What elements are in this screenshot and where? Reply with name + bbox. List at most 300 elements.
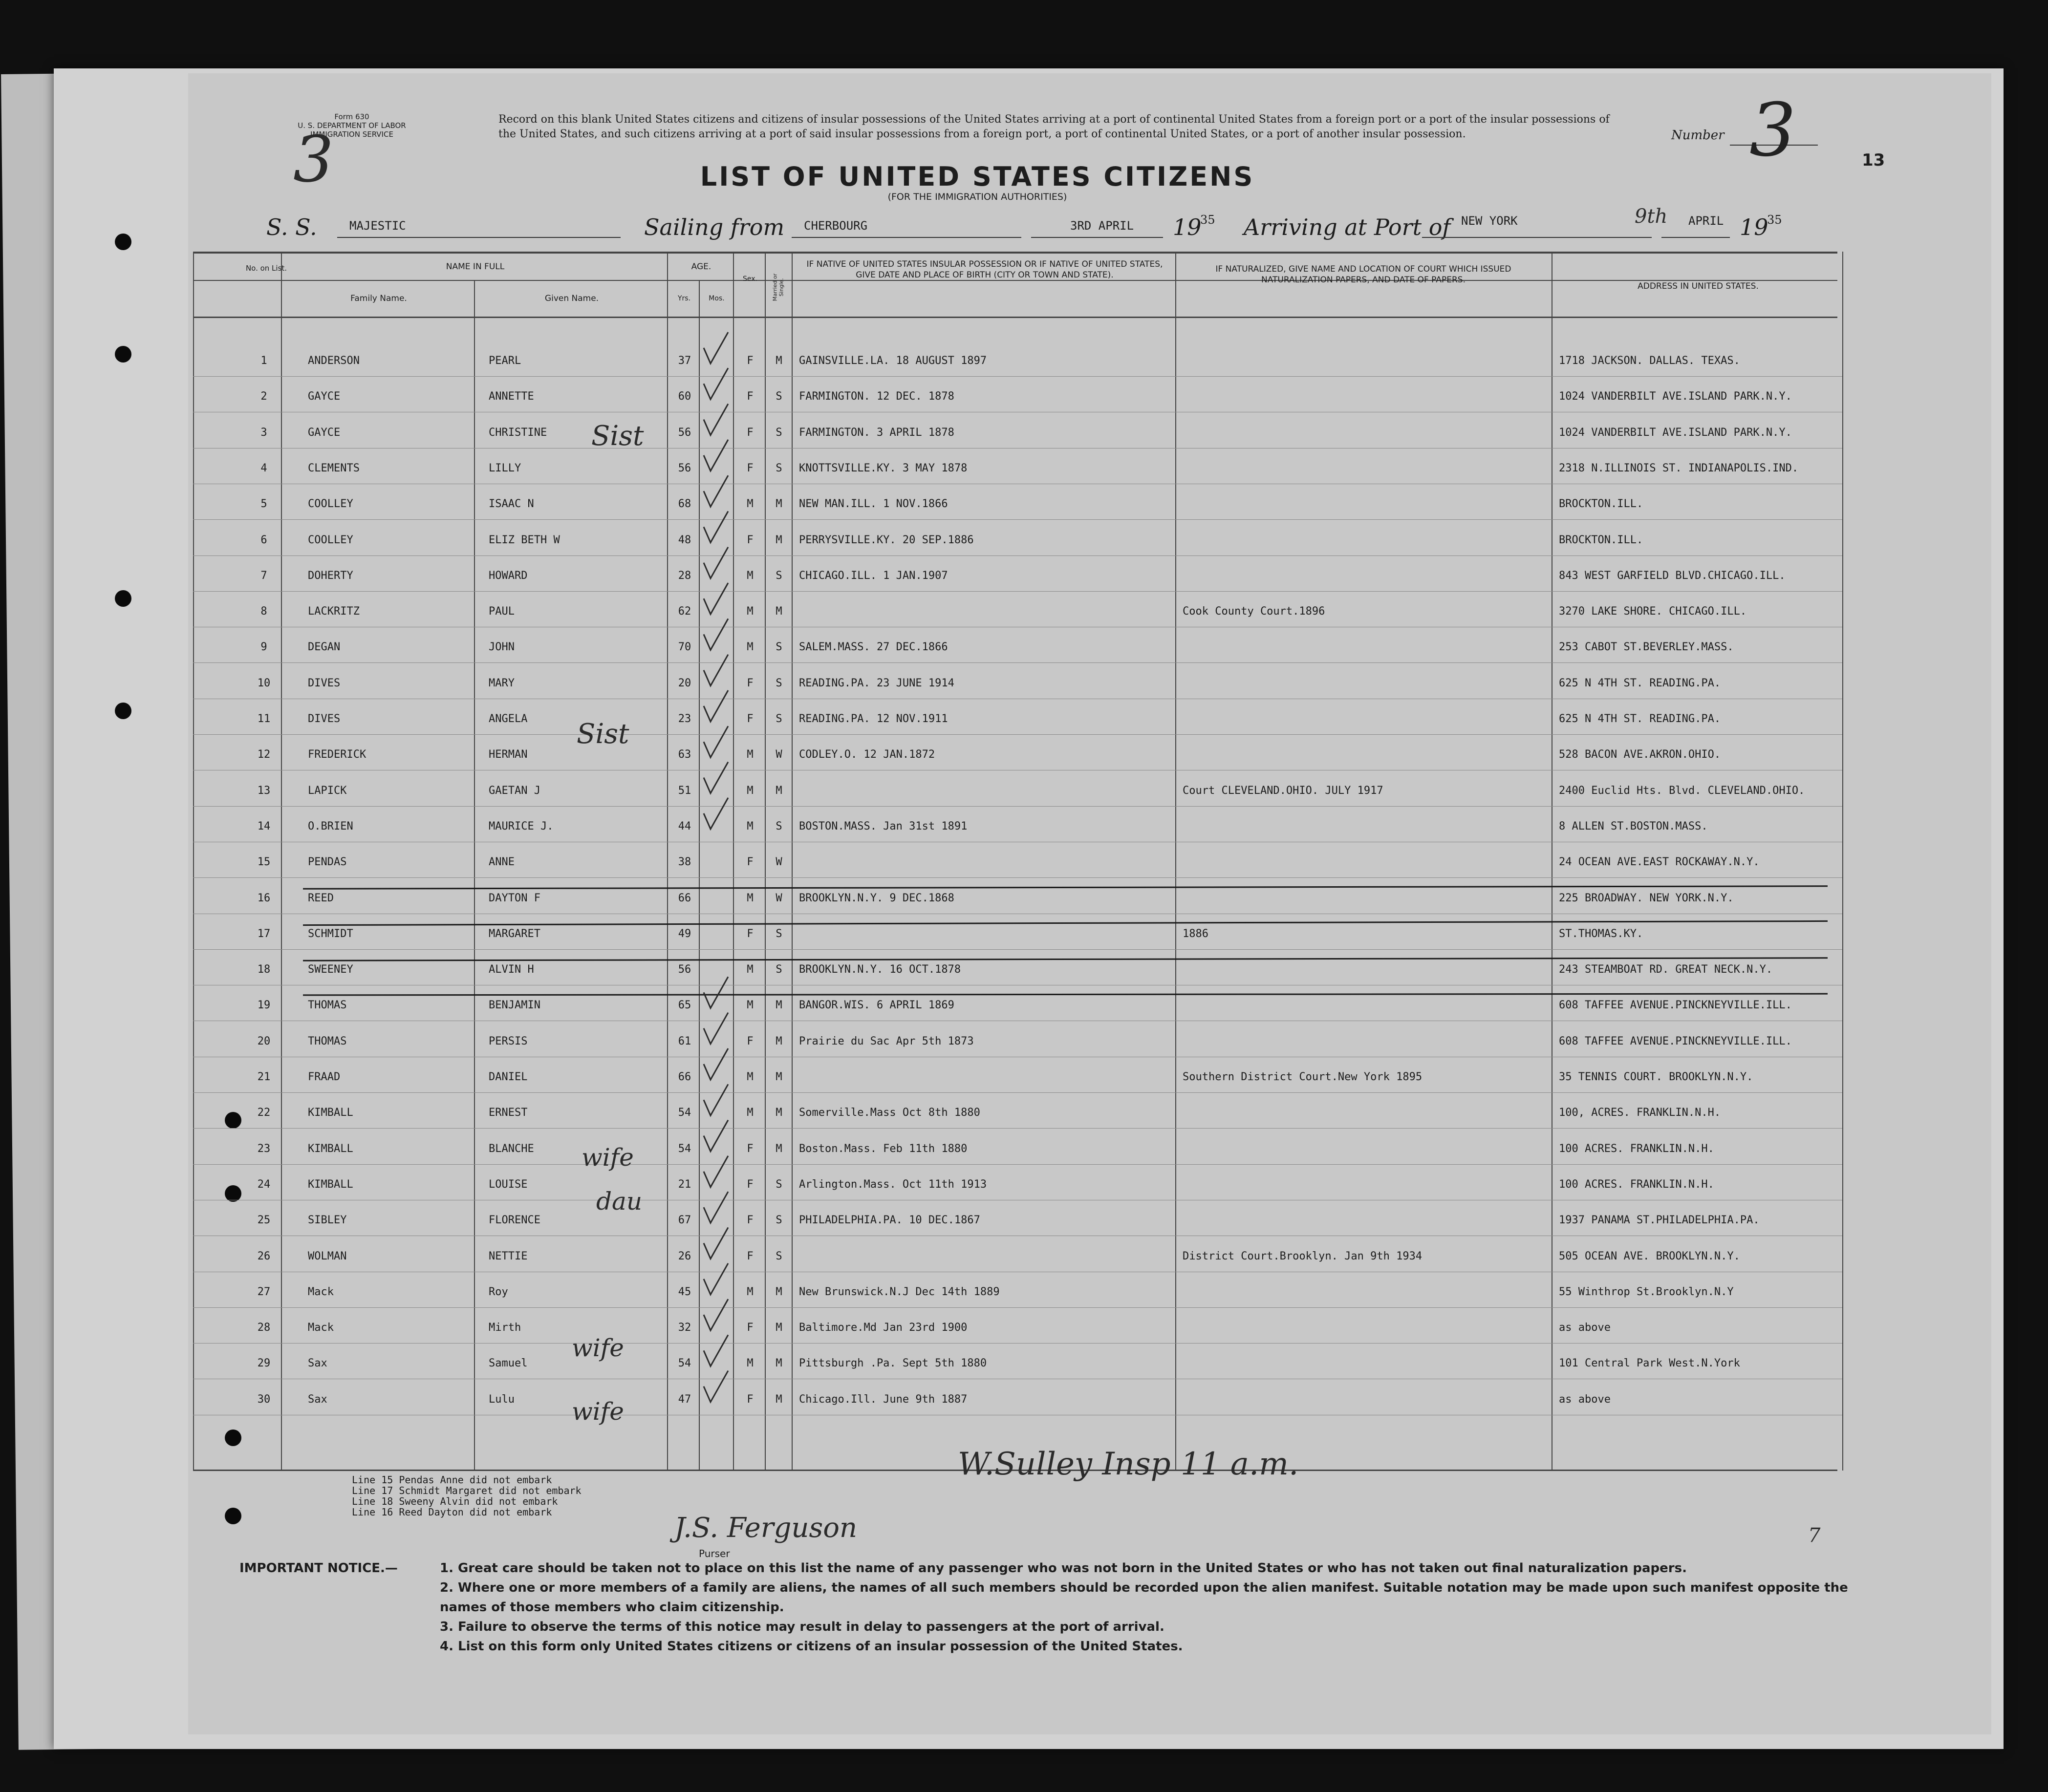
cell-age: 48 <box>678 533 691 546</box>
cell-ms: S <box>776 963 782 976</box>
cell-addr: 1718 JACKSON. DALLAS. TEXAS. <box>1559 355 1740 367</box>
binder-hole <box>115 234 131 250</box>
cell-family: SIBLEY <box>308 1214 347 1227</box>
cell-given: PEARL <box>489 355 521 367</box>
annotation-wife: wife <box>572 1397 624 1426</box>
cell-ms: S <box>776 927 782 940</box>
cell-birth: GAINSVILLE.LA. 18 AUGUST 1897 <box>799 355 987 367</box>
cell-ms: S <box>776 677 782 689</box>
cell-birth: FARMINGTON. 3 APRIL 1878 <box>799 426 954 439</box>
cell-birth: NEW MAN.ILL. 1 NOV.1866 <box>799 498 948 511</box>
cell-no: 19 <box>257 999 271 1012</box>
check-mark <box>704 1192 728 1223</box>
cell-ms: S <box>776 820 782 832</box>
cell-sex: F <box>747 1393 754 1406</box>
cell-birth: SALEM.MASS. 27 DEC.1866 <box>799 641 948 654</box>
check-mark <box>704 583 728 614</box>
header-married: Married or Single. <box>772 273 785 301</box>
port-from: CHERBOURG <box>804 219 868 233</box>
check-mark <box>704 547 728 578</box>
cell-sex: M <box>747 1071 754 1083</box>
cell-birth: BROOKLYN.N.Y. 9 DEC.1868 <box>799 892 954 904</box>
header-sex: Sex. <box>743 275 757 283</box>
cell-no: 30 <box>257 1393 271 1406</box>
arrival-day: 9th <box>1635 205 1668 228</box>
cell-age: 62 <box>678 605 691 618</box>
cell-sex: F <box>747 355 754 367</box>
cell-age: 54 <box>678 1142 691 1155</box>
cell-addr: 1024 VANDERBILT AVE.ISLAND PARK.N.Y. <box>1559 390 1792 403</box>
cell-addr: 100 ACRES. FRANKLIN.N.H. <box>1559 1142 1714 1155</box>
cell-age: 44 <box>678 820 691 832</box>
check-mark <box>704 655 728 686</box>
header-mos: Mos. <box>709 295 725 302</box>
form-id-block <box>249 112 454 139</box>
cell-ms: S <box>776 569 782 582</box>
department: U. S. DEPARTMENT OF LABOR <box>298 121 406 130</box>
row-rule <box>193 1307 1842 1308</box>
cell-birth: CHICAGO.ILL. 1 JAN.1907 <box>799 569 948 582</box>
cell-given: MARGARET <box>489 927 540 940</box>
cell-age: 66 <box>678 892 691 904</box>
cell-birth: Prairie du Sac Apr 5th 1873 <box>799 1035 974 1047</box>
cell-age: 54 <box>678 1357 691 1370</box>
cell-given: ERNEST <box>489 1107 528 1119</box>
cell-sex: F <box>747 1178 754 1191</box>
cell-age: 54 <box>678 1107 691 1119</box>
cell-age: 23 <box>678 713 691 725</box>
cell-given: ANNE <box>489 856 515 869</box>
cell-age: 61 <box>678 1035 691 1047</box>
cell-given: PERSIS <box>489 1035 528 1047</box>
cell-family: DEGAN <box>308 641 341 654</box>
cell-ms: M <box>776 1285 782 1298</box>
cell-family: LACKRITZ <box>308 605 360 618</box>
header-age: AGE. <box>691 262 711 272</box>
cell-no: 23 <box>257 1142 271 1155</box>
cell-sex: M <box>747 892 754 904</box>
cell-ms: M <box>776 1142 782 1155</box>
cell-no: 2 <box>260 390 267 403</box>
cell-ms: M <box>776 1035 782 1047</box>
cell-addr: 608 TAFFEE AVENUE.PINCKNEYVILLE.ILL. <box>1559 1035 1792 1047</box>
cell-family: SWEENEY <box>308 963 353 976</box>
cell-family: DOHERTY <box>308 569 353 582</box>
check-mark <box>704 1228 728 1259</box>
check-mark <box>704 332 728 363</box>
cell-given: PAUL <box>489 605 515 618</box>
year-prefix: 19 <box>1173 214 1202 240</box>
cell-addr: 100, ACRES. FRANKLIN.N.H. <box>1559 1107 1721 1119</box>
cell-family: FRAAD <box>308 1071 341 1083</box>
ss-label: S. S. <box>266 214 317 240</box>
cell-birth: CODLEY.O. 12 JAN.1872 <box>799 748 935 761</box>
row-rule <box>193 519 1842 520</box>
cell-no: 24 <box>257 1178 271 1191</box>
binder-hole <box>115 703 131 719</box>
cell-nat: Southern District Court.New York 1895 <box>1183 1071 1423 1083</box>
cell-sex: F <box>747 856 754 869</box>
cell-ms: M <box>776 1071 782 1083</box>
cell-birth: PHILADELPHIA.PA. 10 DEC.1867 <box>799 1214 980 1227</box>
cell-given: ANNETTE <box>489 390 534 403</box>
check-mark <box>704 798 728 829</box>
cell-no: 29 <box>257 1357 271 1370</box>
row-rule <box>193 376 1842 377</box>
check-mark <box>704 1371 728 1402</box>
cell-family: O.BRIEN <box>308 820 353 832</box>
binder-hole <box>225 1429 241 1446</box>
header-yrs: Yrs. <box>677 295 691 302</box>
service: IMMIGRATION SERVICE <box>310 130 393 139</box>
cell-given: MARY <box>489 677 515 689</box>
check-mark <box>704 368 728 399</box>
page-subtitle: (FOR THE IMMIGRATION AUTHORITIES) <box>887 192 1067 202</box>
cell-no: 14 <box>257 820 271 832</box>
cell-family: FREDERICK <box>308 748 366 761</box>
header-naturalized: IF NATURALIZED, GIVE NAME AND LOCATION OF COURT WHICH ISSUED NATURALIZATION PAPERS, AND DATE OF PAPERS. <box>1215 264 1511 285</box>
cell-sex: F <box>747 927 754 940</box>
cell-given: BENJAMIN <box>489 999 540 1012</box>
cell-sex: F <box>747 426 754 439</box>
cell-ms: M <box>776 533 782 546</box>
cell-age: 67 <box>678 1214 691 1227</box>
col-rule <box>667 252 668 1471</box>
cell-family: DIVES <box>308 677 341 689</box>
cell-sex: M <box>747 820 754 832</box>
cell-ms: M <box>776 1393 782 1406</box>
cell-given: ELIZ BETH W <box>489 533 560 546</box>
cell-birth: BANGOR.WIS. 6 APRIL 1869 <box>799 999 954 1012</box>
cell-age: 56 <box>678 462 691 474</box>
cell-addr: 2318 N.ILLINOIS ST. INDIANAPOLIS.IND. <box>1559 462 1799 474</box>
row-rule <box>193 734 1842 735</box>
notice-item: 1. Great care should be taken not to place on this list the name of any passenger who was not born in the United States or who has not taken out final naturalization papers. <box>440 1561 1687 1576</box>
annotation-dau: dau <box>596 1187 643 1216</box>
cell-ms: W <box>776 892 782 904</box>
cell-ms: S <box>776 462 782 474</box>
cell-sex: F <box>747 533 754 546</box>
cell-age: 56 <box>678 426 691 439</box>
embark-notes <box>352 1474 582 1517</box>
cell-age: 21 <box>678 1178 691 1191</box>
year-from: 35 <box>1200 213 1215 227</box>
date-from: 3RD APRIL <box>1070 219 1134 233</box>
number-label: Number <box>1671 128 1725 143</box>
cell-addr: BROCKTON.ILL. <box>1559 498 1643 511</box>
row-rule <box>193 877 1842 878</box>
cell-family: KIMBALL <box>308 1142 353 1155</box>
binder-hole <box>225 1112 241 1129</box>
cell-no: 20 <box>257 1035 271 1047</box>
cell-no: 17 <box>257 927 271 940</box>
purser-signature: J.S. Ferguson <box>674 1512 858 1544</box>
cell-no: 18 <box>257 963 271 976</box>
number-value: 3 <box>1749 88 1796 173</box>
cell-birth: BOSTON.MASS. Jan 31st 1891 <box>799 820 968 832</box>
header-birth: IF NATIVE OF UNITED STATES INSULAR POSSESSION OR IF NATIVE OF UNITED STATES, GIVE DATE AND PLACE OF BIRTH (CITY OR TOWN AND STATE). <box>806 259 1163 280</box>
cell-no: 4 <box>260 462 267 474</box>
cell-nat: Court CLEVELAND.OHIO. JULY 1917 <box>1183 784 1383 797</box>
cell-addr: 625 N 4TH ST. READING.PA. <box>1559 677 1721 689</box>
cell-age: 47 <box>678 1393 691 1406</box>
cell-ms: S <box>776 713 782 725</box>
cell-sex: M <box>747 748 754 761</box>
cell-addr: 100 ACRES. FRANKLIN.N.H. <box>1559 1178 1714 1191</box>
cell-birth: Baltimore.Md Jan 23rd 1900 <box>799 1322 968 1334</box>
check-mark <box>704 690 728 722</box>
cell-no: 5 <box>260 498 267 511</box>
handwritten-mark: 3 <box>293 122 334 196</box>
cell-sex: F <box>747 1035 754 1047</box>
check-mark <box>704 1156 728 1187</box>
cell-no: 27 <box>257 1285 271 1298</box>
cell-given: DANIEL <box>489 1071 528 1083</box>
cell-sex: F <box>747 1142 754 1155</box>
check-mark <box>704 1299 728 1330</box>
cell-age: 37 <box>678 355 691 367</box>
cell-age: 45 <box>678 1285 691 1298</box>
cell-given: Roy <box>489 1285 508 1298</box>
cell-family: SCHMIDT <box>308 927 353 940</box>
cell-sex: M <box>747 1357 754 1370</box>
header-family-name: Family Name. <box>350 294 407 303</box>
sailing-label: Sailing from <box>644 214 785 240</box>
cell-given: DAYTON F <box>489 892 540 904</box>
row-rule <box>193 1092 1842 1093</box>
cell-birth: BROOKLYN.N.Y. 16 OCT.1878 <box>799 963 961 976</box>
cell-age: 32 <box>678 1322 691 1334</box>
cell-sex: M <box>747 498 754 511</box>
check-mark <box>704 404 728 435</box>
cell-no: 26 <box>257 1250 271 1262</box>
annotation-sist: Sist <box>591 420 644 452</box>
cell-given: Mirth <box>489 1322 521 1334</box>
cell-family: THOMAS <box>308 1035 347 1047</box>
cell-addr: 608 TAFFEE AVENUE.PINCKNEYVILLE.ILL. <box>1559 999 1792 1012</box>
check-mark <box>704 1048 728 1080</box>
page-title: LIST OF UNITED STATES CITIZENS <box>700 161 1255 192</box>
cell-age: 28 <box>678 569 691 582</box>
notice-heading: IMPORTANT NOTICE.— <box>239 1561 398 1576</box>
cell-age: 20 <box>678 677 691 689</box>
cell-given: NETTIE <box>489 1250 528 1262</box>
cell-family: GAYCE <box>308 426 341 439</box>
cell-family: Sax <box>308 1393 327 1406</box>
header-bottom-rule <box>193 317 1837 318</box>
cell-age: 60 <box>678 390 691 403</box>
cell-sex: F <box>747 1322 754 1334</box>
cell-sex: F <box>747 713 754 725</box>
cell-age: 68 <box>678 498 691 511</box>
port-to-field <box>1422 217 1652 238</box>
cell-age: 65 <box>678 999 691 1012</box>
cell-age: 56 <box>678 963 691 976</box>
row-rule <box>193 949 1842 950</box>
cell-given: GAETAN J <box>489 784 540 797</box>
cell-ms: M <box>776 1322 782 1334</box>
cell-age: 49 <box>678 927 691 940</box>
cell-no: 15 <box>257 856 271 869</box>
cell-no: 7 <box>260 569 267 582</box>
cell-no: 1 <box>260 355 267 367</box>
notice-item: 2. Where one or more members of a family are aliens, the names of all such members should be recorded upon the alien manifest. Suitable notation may be made upon such manifest opposite the names of those members who claim citizenship. <box>440 1580 1848 1615</box>
cell-given: ALVIN H <box>489 963 534 976</box>
cell-given: JOHN <box>489 641 515 654</box>
row-rule <box>193 662 1842 663</box>
col-rule <box>1842 252 1843 1471</box>
cell-sex: M <box>747 641 754 654</box>
notice-item: 4. List on this form only United States citizens or citizens of an insular possession of the United States. <box>440 1639 1183 1654</box>
row-rule <box>193 1128 1842 1129</box>
cell-family: REED <box>308 892 334 904</box>
cell-addr: as above <box>1559 1322 1611 1334</box>
cell-given: Lulu <box>489 1393 515 1406</box>
cell-given: LILLY <box>489 462 521 474</box>
cell-birth: PERRYSVILLE.KY. 20 SEP.1886 <box>799 533 974 546</box>
cell-ms: S <box>776 390 782 403</box>
annotation-sist: Sist <box>577 718 629 750</box>
cell-birth: KNOTTSVILLE.KY. 3 MAY 1878 <box>799 462 968 474</box>
cell-addr: BROCKTON.ILL. <box>1559 533 1643 546</box>
row-rule <box>193 1343 1842 1344</box>
col-rule <box>193 252 194 1471</box>
cell-addr: 101 Central Park West.N.York <box>1559 1357 1740 1370</box>
header-name-in-full: NAME IN FULL <box>446 262 505 272</box>
annotation-wife: wife <box>582 1143 634 1172</box>
check-mark <box>704 726 728 757</box>
cell-ms: M <box>776 1357 782 1370</box>
cell-birth: Chicago.Ill. June 9th 1887 <box>799 1393 968 1406</box>
cell-family: KIMBALL <box>308 1178 353 1191</box>
header-no: No. on List. <box>245 264 287 273</box>
row-rule <box>193 591 1842 592</box>
check-mark <box>704 977 728 1008</box>
annotation-wife: wife <box>572 1334 624 1362</box>
inspector-stamp: W.Sulley Insp 11 a.m. <box>958 1446 1299 1482</box>
cell-age: 51 <box>678 784 691 797</box>
cell-birth: READING.PA. 12 NOV.1911 <box>799 713 948 725</box>
cell-given: HERMAN <box>489 748 528 761</box>
cell-sex: M <box>747 999 754 1012</box>
cell-nat: 1886 <box>1183 927 1208 940</box>
table-top-rule <box>193 252 1837 254</box>
cell-family: CLEMENTS <box>308 462 360 474</box>
cell-ms: M <box>776 498 782 511</box>
cell-sex: M <box>747 963 754 976</box>
cell-addr: 1024 VANDERBILT AVE.ISLAND PARK.N.Y. <box>1559 426 1792 439</box>
cell-addr: 24 OCEAN AVE.EAST ROCKAWAY.N.Y. <box>1559 856 1760 869</box>
cell-family: Mack <box>308 1322 334 1334</box>
note-line: Line 17 Schmidt Margaret did not embark <box>352 1485 582 1496</box>
col-rule <box>1175 252 1176 1471</box>
binder-hole <box>225 1508 241 1524</box>
cell-addr: 1937 PANAMA ST.PHILADELPHIA.PA. <box>1559 1214 1760 1227</box>
cell-sex: M <box>747 1285 754 1298</box>
cell-birth: FARMINGTON. 12 DEC. 1878 <box>799 390 954 403</box>
cell-age: 26 <box>678 1250 691 1262</box>
cell-given: ANGELA <box>489 713 528 725</box>
cell-family: Sax <box>308 1357 327 1370</box>
form-number: Form 630 <box>334 112 369 121</box>
cell-given: Samuel <box>489 1357 528 1370</box>
important-notice <box>239 1558 1852 1656</box>
cell-sex: F <box>747 390 754 403</box>
row-rule <box>193 555 1842 556</box>
cell-age: 66 <box>678 1071 691 1083</box>
cell-sex: M <box>747 569 754 582</box>
cell-family: COOLLEY <box>308 533 353 546</box>
binder-hole <box>115 590 131 607</box>
cell-given: FLORENCE <box>489 1214 540 1227</box>
cell-addr: 3270 LAKE SHORE. CHICAGO.ILL. <box>1559 605 1747 618</box>
cell-ms: S <box>776 426 782 439</box>
cell-addr: 528 BACON AVE.AKRON.OHIO. <box>1559 748 1721 761</box>
port-to: NEW YORK <box>1461 214 1518 228</box>
cell-family: KIMBALL <box>308 1107 353 1119</box>
cell-addr: 505 OCEAN AVE. BROOKLYN.N.Y. <box>1559 1250 1740 1262</box>
cell-sex: M <box>747 605 754 618</box>
year-prefix-arrival: 19 <box>1740 214 1768 240</box>
month-to: APRIL <box>1688 214 1724 228</box>
cell-nat: District Court.Brooklyn. Jan 9th 1934 <box>1183 1250 1423 1262</box>
col-rule <box>792 252 793 1471</box>
cell-ms: M <box>776 1107 782 1119</box>
cell-ms: S <box>776 1178 782 1191</box>
check-mark <box>704 1335 728 1366</box>
cell-ms: M <box>776 784 782 797</box>
cell-family: GAYCE <box>308 390 341 403</box>
cell-no: 9 <box>260 641 267 654</box>
check-mark <box>704 475 728 507</box>
cell-birth: Boston.Mass. Feb 11th 1880 <box>799 1142 968 1155</box>
cell-addr: 8 ALLEN ST.BOSTON.MASS. <box>1559 820 1708 832</box>
row-rule <box>193 1164 1842 1165</box>
cell-ms: M <box>776 605 782 618</box>
note-line: Line 18 Sweeny Alvin did not embark <box>352 1495 558 1507</box>
cell-given: MAURICE J. <box>489 820 554 832</box>
cell-age: 70 <box>678 641 691 654</box>
cell-age: 38 <box>678 856 691 869</box>
check-mark <box>704 619 728 650</box>
check-mark <box>704 512 728 543</box>
cell-no: 13 <box>257 784 271 797</box>
note-line: Line 16 Reed Dayton did not embark <box>352 1506 552 1518</box>
arriving-label: Arriving at Port of <box>1244 214 1451 240</box>
cell-given: HOWARD <box>489 569 528 582</box>
cell-given: ISAAC N <box>489 498 534 511</box>
cell-family: COOLLEY <box>308 498 353 511</box>
cell-birth: New Brunswick.N.J Dec 14th 1889 <box>799 1285 1000 1298</box>
cell-family: PENDAS <box>308 856 347 869</box>
cell-family: THOMAS <box>308 999 347 1012</box>
cell-sex: M <box>747 784 754 797</box>
cell-sex: F <box>747 1214 754 1227</box>
cell-addr: as above <box>1559 1393 1611 1406</box>
cell-ms: S <box>776 1214 782 1227</box>
cell-given: BLANCHE <box>489 1142 534 1155</box>
cell-family: DIVES <box>308 713 341 725</box>
cell-ms: S <box>776 1250 782 1262</box>
year-to: 35 <box>1767 213 1782 227</box>
check-mark <box>704 1084 728 1115</box>
check-mark <box>704 1263 728 1295</box>
cell-addr: 253 CABOT ST.BEVERLEY.MASS. <box>1559 641 1734 654</box>
cell-ms: W <box>776 856 782 869</box>
cell-no: 11 <box>257 713 271 725</box>
cell-birth: Pittsburgh .Pa. Sept 5th 1880 <box>799 1357 987 1370</box>
cell-ms: W <box>776 748 782 761</box>
